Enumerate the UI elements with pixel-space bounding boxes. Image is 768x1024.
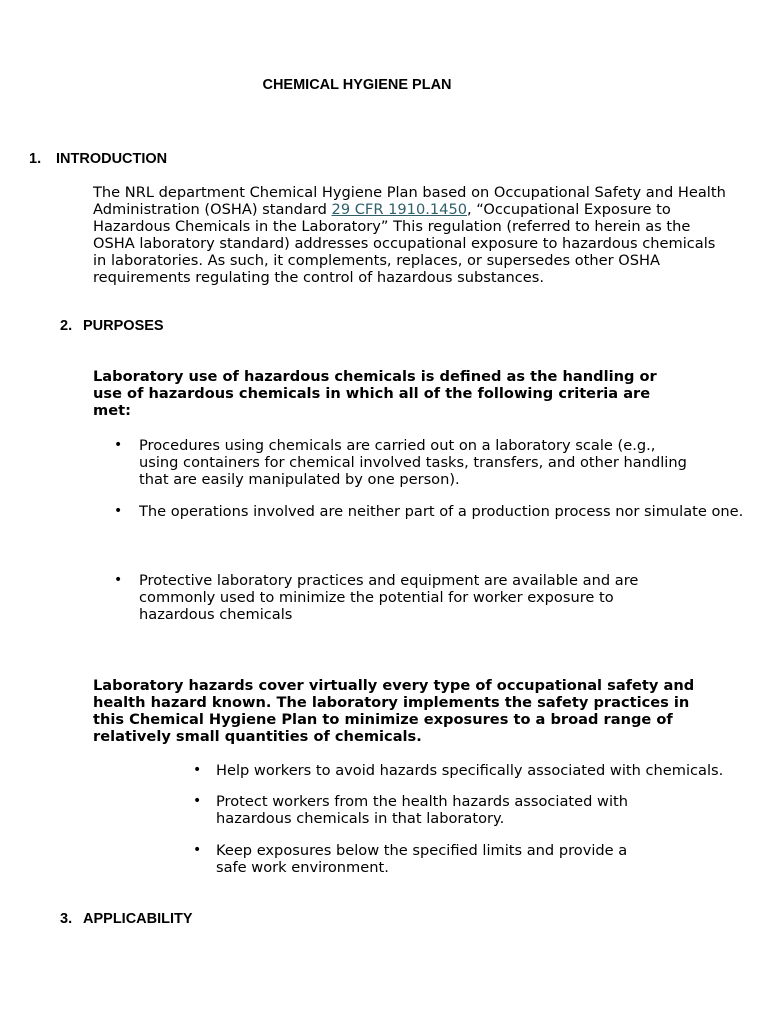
bullet-icon: • [193, 793, 202, 809]
section-number: 2. [60, 318, 73, 334]
list-item [114, 437, 734, 488]
section-heading-applicability [60, 910, 193, 928]
bullet-icon: • [114, 437, 123, 453]
list-item-text: The operations involved are neither part of a production process nor simulate one. [139, 503, 744, 520]
section-title: APPLICABILITY [83, 911, 193, 927]
list-item [114, 572, 734, 623]
osha-standard-link[interactable]: 29 CFR 1910.1450 [331, 201, 468, 218]
list-item [193, 793, 713, 827]
section-number: 3. [60, 911, 73, 927]
section-title: PURPOSES [83, 318, 164, 334]
section-number: 1. [29, 151, 42, 167]
list-item-text: Procedures using chemicals are carried out on a laboratory scale (e.g., using containers for chemical involved tasks, transfers, and other handling that are easily manipulated by one person). [139, 437, 687, 488]
section-heading-introduction [29, 150, 167, 168]
introduction-text-start: The NRL department Chemical Hygiene Plan based on Occupational Safety and Health Administration (OSHA) standard [93, 184, 726, 218]
hazards-intro-paragraph: Laboratory hazards cover virtually every type of occupational safety and health hazard known. The laboratory implements the safety practices in this Chemical Hygiene Plan to minimize exposures to a broad range of relatively small quantities of chemicals. [93, 677, 695, 745]
bullet-icon: • [114, 572, 123, 588]
section-heading-purposes [60, 317, 164, 335]
section-title: INTRODUCTION [56, 151, 168, 167]
list-item-text: Keep exposures below the specified limits and provide a safe work environment. [216, 842, 628, 876]
list-item [114, 503, 754, 520]
introduction-paragraph [93, 184, 729, 286]
list-item-text: Help workers to avoid hazards specifically associated with chemicals. [216, 762, 724, 779]
bullet-icon: • [193, 762, 202, 778]
list-item-text: Protective laboratory practices and equipment are available and are commonly used to minimize the potential for worker exposure to hazardous chemicals [139, 572, 639, 623]
bullet-icon: • [193, 842, 202, 858]
list-item-text: Protect workers from the health hazards associated with hazardous chemicals in that laboratory. [216, 793, 628, 827]
list-item [193, 842, 713, 876]
criteria-intro-paragraph: Laboratory use of hazardous chemicals is defined as the handling or use of hazardous chemicals in which all of the following criteria are met: [93, 368, 657, 419]
page-title: CHEMICAL HYGIENE PLAN [262, 77, 452, 93]
list-item [193, 762, 763, 779]
introduction-text-end: , “Occupational Exposure to Hazardous Chemicals in the Laboratory” This regulation (referred to herein as the OSHA laboratory standard) addresses occupational exposure to hazardous chemicals in laboratories. As such, it complements, replaces, or supersedes other OSHA requirements regulating the control of hazardous substances. [93, 201, 716, 286]
bullet-icon: • [114, 503, 123, 519]
